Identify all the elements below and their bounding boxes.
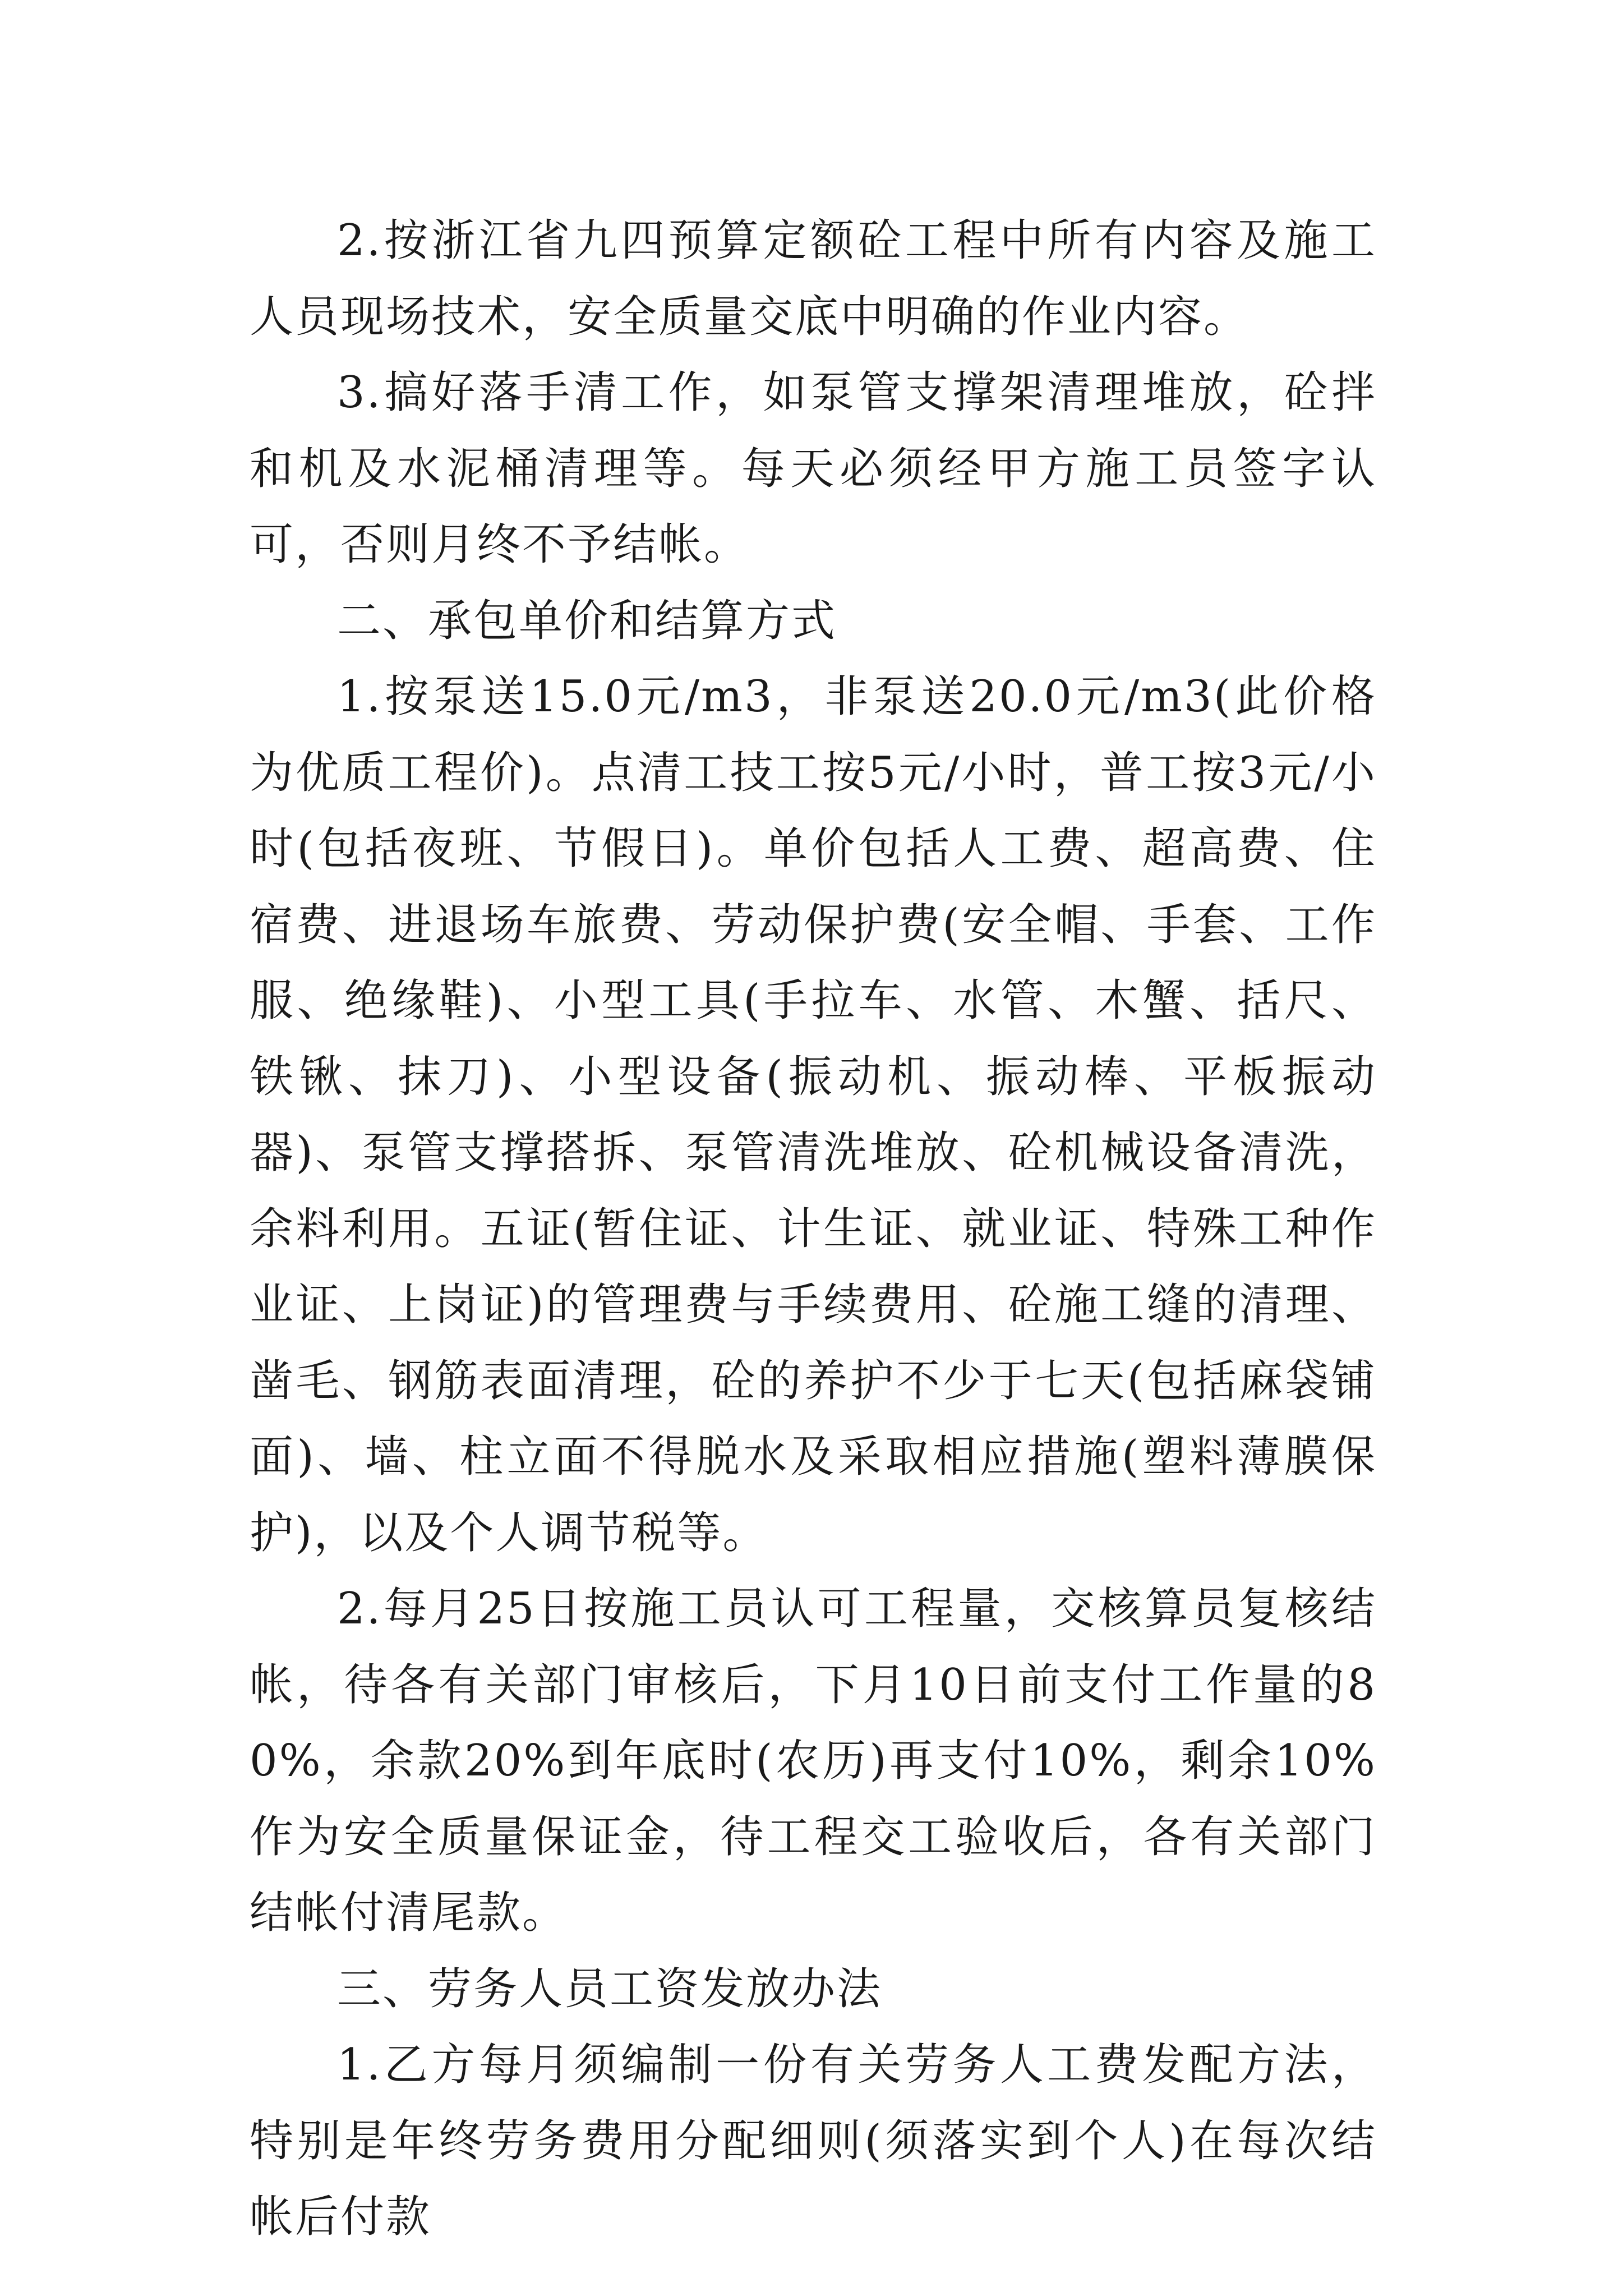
paragraph-item-1-pricing: 1.按泵送15.0元/m3，非泵送20.0元/m3(此价格为优质工程价)。点清工技工按5元/小时，普工按3元/小时(包括夜班、节假日)。单价包括人工费、超高费、住宿费、进退场车旅费、劳动保护费(安全帽、手套、工作服、绝缘鞋)、小型工具(手拉车、水管、木蟹、括尺、铁锹、抹刀)、小型设备(振动机、振动棒、平板振动器)、泵管支撑搭拆、泵管清洗堆放、砼机械设备清洗，余料利用。五证(暂住证、计生证、就业证、特殊工种作业证、上岗证)的管理费与手续费用、砼施工缝的清理、凿毛、钢筋表面清理，砼的养护不少于七天(包括麻袋铺面)、墙、柱立面不得脱水及采取相应措施(塑料薄膜保护)，以及个人调节税等。 (250, 671, 1377, 1558)
paragraph-item-1-wage-plan: 1.乙方每月须编制一份有关劳务人工费发配方法，特别是年终劳务费用分配细则(须落实到个人)在每次结帐后付款 (250, 2040, 1377, 2242)
paragraph-item-3-cleanup: 3.搞好落手清工作，如泵管支撑架清理堆放，砼拌和机及水泥桶清理等。每天必须经甲方施工员签字认可，否则月终不予结帐。 (250, 367, 1377, 570)
paragraph-item-2-settlement: 2.每月25日按施工员认可工程量，交核算员复核结帐，待各有关部门审核后，下月10日前支付工作量的80%，余款20%到年底时(农历)再支付10%，剩余10%作为安全质量保证金，待工程交工验收后，各有关部门结帐付清尾款。 (250, 1584, 1377, 1938)
section-heading-wages: 三、劳务人员工资发放办法 (337, 1963, 883, 2014)
paragraph-item-2-scope: 2.按浙江省九四预算定额砼工程中所有内容及施工人员现场技术，安全质量交底中明确的作业内容。 (250, 215, 1377, 342)
section-heading-unit-price: 二、承包单价和结算方式 (337, 595, 837, 646)
document-body (250, 203, 1377, 2256)
